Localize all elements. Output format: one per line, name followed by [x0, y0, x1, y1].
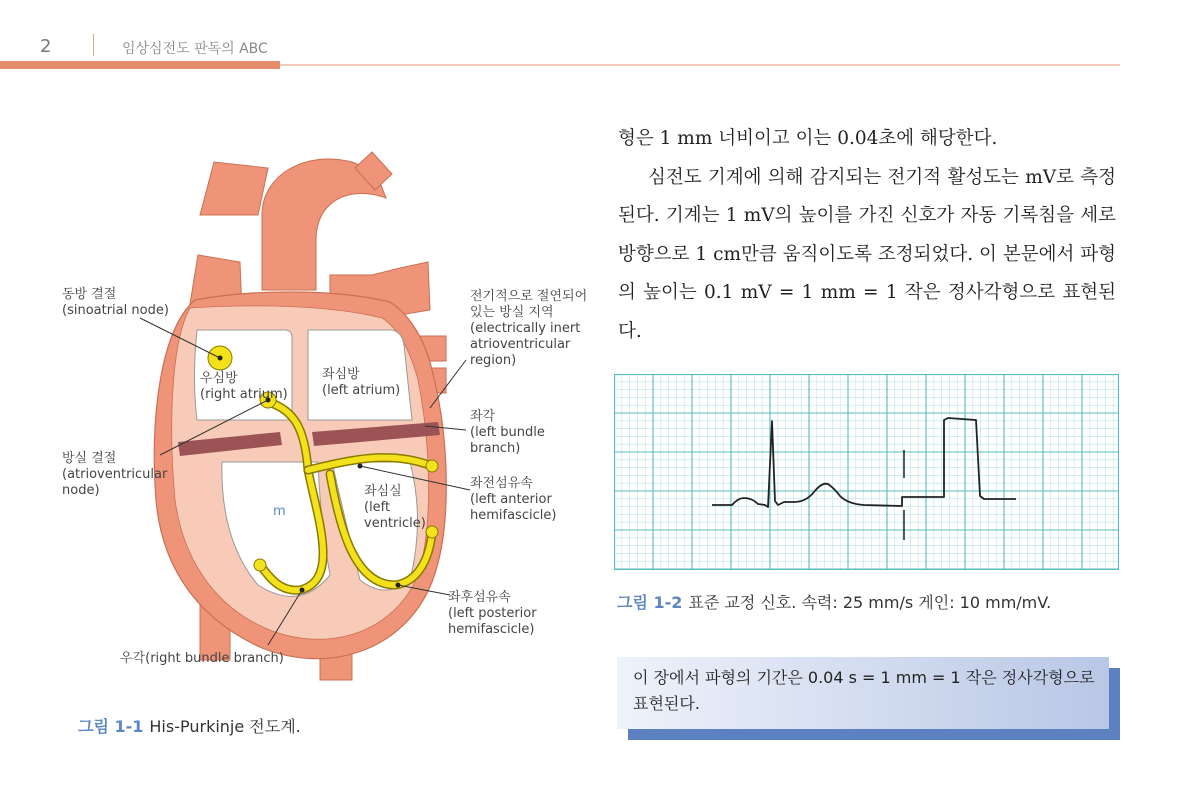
callout-text: 이 장에서 파형의 기간은 0.04 s = 1 mm = 1 작은 정사각형으로 표현된다. [633, 668, 1095, 713]
av-node-label: 방실 결절 (atrioventricular node) [62, 451, 168, 498]
page-header [0, 0, 1200, 70]
page-number: 2 [40, 36, 52, 57]
figure1-caption-number: 그림 1-1 [78, 717, 144, 736]
book-title: 임상심전도 판독의 ABC [122, 41, 268, 57]
sinoatrial-node-label: 동방 결절 (sinoatrial node) [62, 287, 169, 318]
right-bundle-branch-label: 우각(right bundle branch) [120, 651, 284, 666]
figure2-caption-number: 그림 1-2 [617, 593, 683, 612]
header-accent-rule [0, 61, 280, 69]
right-atrium-label: 우심방 (right atrium) [200, 371, 288, 402]
body-paragraph: 심전도 기계에 의해 감지되는 전기적 활성도는 mV로 측정된다. 기계는 1 mV의 높이를 가진 신호가 자동 기록침을 세로방향으로 1 cm만큼 움직이도록 조정되었다. 이 본문에서 파형의 높이는 0.1 mV = 1 mm = 1 작은 정사각형으로 표현된다. [618, 166, 1116, 342]
header-divider [93, 34, 94, 56]
aortic-arch [200, 162, 268, 215]
inert-region-label: 전기적으로 절연되어 있는 방실 지역 (electrically inert atrioventricular region) [470, 289, 588, 368]
body-text [618, 120, 1116, 351]
figure1-caption [78, 714, 301, 737]
left-atrium-label: 좌심방 (left atrium) [322, 367, 401, 398]
callout-box [617, 657, 1109, 729]
left-posterior-hemifascicle-label: 좌후섬유속 (left posterior hemifascicle) [448, 590, 537, 637]
body-line1: 형은 1 mm 너비이고 이는 0.04초에 해당한다. [618, 128, 998, 149]
left-bundle-branch-label: 좌각 (left bundle branch) [470, 409, 545, 456]
left-ventricle-label: 좌심실 (left ventricle) [364, 484, 426, 531]
figure2-caption-text: 표준 교정 신호. 속력: 25 mm/s 게인: 10 mm/mV. [688, 593, 1052, 612]
header-rule [280, 64, 1120, 66]
ecg-calibration-strip [614, 374, 1119, 570]
right-ventricle-m-label: m [273, 504, 286, 519]
figure1-caption-text: His-Purkinje 전도계. [149, 717, 301, 736]
left-anterior-hemifascicle-label: 좌전섬유속 (left anterior hemifascicle) [470, 476, 557, 523]
figure2-caption [617, 590, 1051, 613]
